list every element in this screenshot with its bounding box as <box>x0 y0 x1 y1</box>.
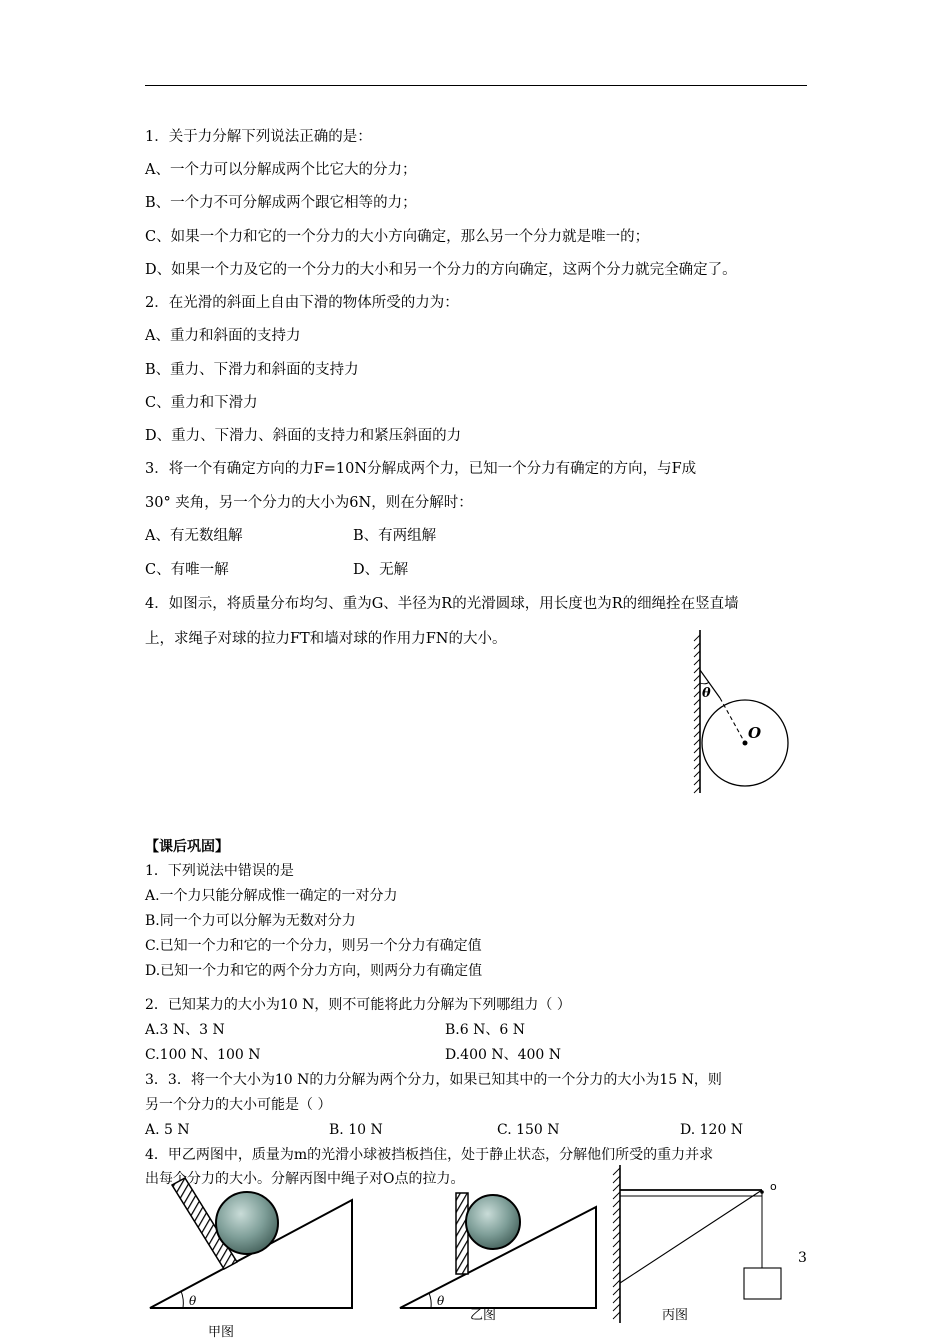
q3-stem-line2: 30° 夹角，另一个分力的大小为6N，则在分解时： <box>145 495 473 511</box>
s2-q4-stem-line1: 4．甲乙两图中，质量为m的光滑小球被挡板挡住，处于静止状态，分解他们所受的重力并求 <box>145 1147 714 1163</box>
q1-option-d: D、如果一个力及它的一个分力的大小和另一个分力的方向确定，这两个分力就完全确定了。 <box>145 262 737 278</box>
bing-point-o: o <box>770 1180 777 1193</box>
s2-q1-option-a: A.一个力只能分解成惟一确定的一对分力 <box>145 888 398 904</box>
q3-option-c: C、有唯一解 <box>145 562 229 578</box>
figure-yi <box>395 1185 605 1315</box>
s2-q1-option-b: B.同一个力可以分解为无数对分力 <box>145 913 356 929</box>
q2-option-a: A、重力和斜面的支持力 <box>145 328 301 344</box>
page-number: 3 <box>798 1250 807 1266</box>
s2-q2-stem: 2．已知某力的大小为10 N，则不可能将此力分解为下列哪组力（ ） <box>145 997 571 1013</box>
s2-q2-option-d: D.400 N、400 N <box>445 1047 562 1063</box>
q1-stem: 1．关于力分解下列说法正确的是： <box>145 129 372 145</box>
q1-option-b: B、一个力不可分解成两个跟它相等的力； <box>145 195 417 211</box>
figure-jia <box>145 1150 360 1315</box>
q4-stem-line1: 4．如图示，将质量分布均匀、重为G、半径为R的光滑圆球，用长度也为R的细绳拴在竖直墙 <box>145 596 739 612</box>
s2-q3-stem-line2: 另一个分力的大小可能是（ ） <box>145 1097 332 1113</box>
fig-jia-caption: 甲图 <box>208 1325 235 1340</box>
s2-q2-option-b: B.6 N、6 N <box>445 1022 525 1038</box>
q1-option-c: C、如果一个力和它的一个分力的大小方向确定，那么另一个分力就是唯一的； <box>145 229 650 245</box>
s2-q3-option-b: B. 10 N <box>329 1122 383 1138</box>
q2-option-d: D、重力、下滑力、斜面的支持力和紧压斜面的力 <box>145 428 462 444</box>
q2-option-b: B、重力、下滑力和斜面的支持力 <box>145 362 359 378</box>
s2-q1-stem: 1．下列说法中错误的是 <box>145 863 294 879</box>
yi-theta: θ <box>437 1294 445 1308</box>
q1-option-a: A、一个力可以分解成两个比它大的分力； <box>145 162 417 178</box>
s2-q2-option-a: A.3 N、3 N <box>145 1022 225 1038</box>
s2-q3-stem-line1: 3．3．将一个大小为10 N的力分解为两个分力，如果已知其中的一个分力的大小为15 N，则 <box>145 1072 722 1088</box>
s2-q3-option-c: C. 150 N <box>497 1122 560 1138</box>
center-o-label: O <box>748 724 762 742</box>
s2-q1-option-c: C.已知一个力和它的一个分力，则另一个分力有确定值 <box>145 938 482 954</box>
q4-stem-line2: 上，求绳子对球的拉力FT和墙对球的作用力FN的大小。 <box>145 631 507 647</box>
fig-yi-caption: 乙图 <box>470 1308 497 1323</box>
s2-q3-option-a: A. 5 N <box>145 1122 190 1138</box>
q3-option-a: A、有无数组解 <box>145 528 243 544</box>
jia-theta: θ <box>189 1294 197 1308</box>
ball-wall-figure <box>690 625 800 800</box>
section-heading: 【课后巩固】 <box>145 839 229 855</box>
theta-label: θ <box>702 686 711 701</box>
header-rule <box>145 85 807 86</box>
q3-stem-line1: 3．将一个有确定方向的力F=10N分解成两个力，已知一个分力有确定的方向，与F成 <box>145 461 697 477</box>
s2-q3-option-d: D. 120 N <box>680 1122 744 1138</box>
q3-option-d: D、无解 <box>353 562 409 578</box>
s2-q1-option-d: D.已知一个力和它的两个分力方向，则两分力有确定值 <box>145 963 483 979</box>
figure-bing <box>600 1160 790 1325</box>
s2-q4-stem-line2: 出每个分力的大小。分解丙图中绳子对O点的拉力。 <box>145 1171 465 1187</box>
q2-option-c: C、重力和下滑力 <box>145 395 258 411</box>
fig-bing-caption: 丙图 <box>662 1308 689 1323</box>
q3-option-b: B、有两组解 <box>353 528 437 544</box>
q2-stem: 2．在光滑的斜面上自由下滑的物体所受的力为： <box>145 295 459 311</box>
s2-q2-option-c: C.100 N、100 N <box>145 1047 261 1063</box>
